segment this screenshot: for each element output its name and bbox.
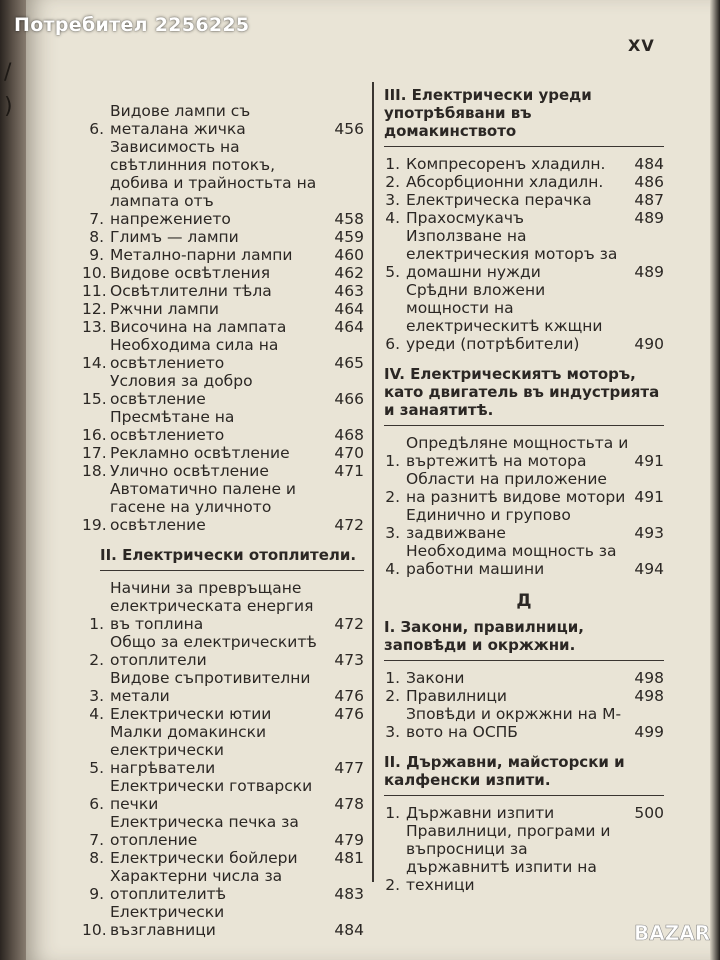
section-entry-list bbox=[384, 155, 664, 353]
toc-entry-number: 13. bbox=[82, 318, 107, 336]
toc-entry-number: 2. bbox=[385, 876, 400, 894]
toc-entry-page: 490 bbox=[634, 335, 664, 353]
toc-entry bbox=[82, 849, 364, 867]
page-number: XV bbox=[628, 36, 655, 55]
section-title: IV. Електрическиятъ моторъ, като двигатель въ индустрията и занаятитѣ. bbox=[384, 365, 664, 426]
toc-entry-number: 6. bbox=[385, 335, 400, 353]
toc-entry-page: 484 bbox=[634, 155, 664, 173]
toc-entry-title: Видове лампи съ металана жичка bbox=[110, 102, 251, 138]
toc-entry-page: 459 bbox=[334, 228, 364, 246]
book-spine bbox=[0, 0, 28, 960]
section-entry-list bbox=[384, 434, 664, 578]
toc-entry bbox=[82, 777, 364, 813]
toc-entry-number: 19. bbox=[82, 516, 107, 534]
toc-entry-number: 3. bbox=[385, 191, 400, 209]
toc-entry-page: 476 bbox=[334, 705, 364, 723]
toc-entry-number: 8. bbox=[89, 228, 104, 246]
toc-entry-title: Електрическа перачка bbox=[406, 191, 592, 209]
watermark-user: Потребител 2256225 bbox=[14, 14, 250, 36]
toc-entry-title: Електрически възглавници bbox=[110, 903, 225, 939]
toc-entry-number: 12. bbox=[82, 300, 107, 318]
toc-entry bbox=[82, 138, 364, 228]
toc-entry-title: Начини за превръщане електрическата енергия въ топлина bbox=[110, 579, 314, 633]
toc-entry-title: Зависимость на свѣтлинния потокъ, добива и трайностьта на лампата отъ напрежението bbox=[110, 138, 317, 228]
toc-entry-number: 5. bbox=[89, 759, 104, 777]
toc-entry bbox=[384, 705, 664, 741]
toc-entry-title: Малки домакински електрически нагрѣватели bbox=[110, 723, 267, 777]
toc-entry bbox=[82, 372, 364, 408]
page-edge bbox=[710, 0, 720, 960]
toc-entry-page: 462 bbox=[334, 264, 364, 282]
toc-entry-number: 7. bbox=[89, 831, 104, 849]
toc-entry-page: 483 bbox=[334, 885, 364, 903]
toc-entry-number: 9. bbox=[89, 246, 104, 264]
toc-entry-page: 498 bbox=[634, 687, 664, 705]
toc-entry-page: 463 bbox=[334, 282, 364, 300]
toc-entry-number: 10. bbox=[82, 921, 107, 939]
toc-entry-title: Необходима сила на освѣтлението bbox=[110, 336, 279, 372]
left-entry-list bbox=[82, 102, 364, 534]
toc-entry-title: Необходима мощность за работни машини bbox=[406, 542, 617, 578]
toc-entry-title: Рекламно освѣтление bbox=[110, 444, 290, 462]
column-divider bbox=[372, 82, 374, 882]
toc-entry bbox=[384, 281, 664, 353]
toc-entry-number: 4. bbox=[89, 705, 104, 723]
section-title: III. Електрически уреди употрѣбявани въ домакинството bbox=[384, 86, 664, 147]
toc-entry bbox=[82, 669, 364, 705]
toc-entry-number: 6. bbox=[89, 795, 104, 813]
toc-entry bbox=[82, 228, 364, 246]
toc-entry-title: Характерни числа за отоплителитѣ bbox=[110, 867, 283, 903]
toc-entry-title: Електрическа печка за отопление bbox=[110, 813, 299, 849]
toc-entry-page: 468 bbox=[334, 426, 364, 444]
toc-entry-page: 491 bbox=[634, 488, 664, 506]
toc-entry-title: Ржчни лампи bbox=[110, 300, 219, 318]
toc-entry-page: 487 bbox=[634, 191, 664, 209]
toc-entry-title: Държавни изпити bbox=[406, 804, 555, 822]
toc-entry bbox=[384, 506, 664, 542]
right-column bbox=[384, 86, 664, 894]
toc-entry-title: Улично освѣтление bbox=[110, 462, 269, 480]
toc-entry-title: Използване на електрическия моторъ за домашни нужди bbox=[406, 227, 618, 281]
toc-entry-page: 486 bbox=[634, 173, 664, 191]
toc-entry-title: Глимъ — лампи bbox=[110, 228, 239, 246]
toc-entry-number: 17. bbox=[82, 444, 107, 462]
toc-entry-number: 2. bbox=[89, 651, 104, 669]
toc-entry bbox=[82, 444, 364, 462]
toc-entry-page: 477 bbox=[334, 759, 364, 777]
toc-entry-title: Правилници bbox=[406, 687, 507, 705]
toc-entry-number: 6. bbox=[89, 120, 104, 138]
toc-entry-page: 489 bbox=[634, 263, 664, 281]
toc-entry-title: Видове съпротивителни метали bbox=[110, 669, 311, 705]
toc-entry-number: 9. bbox=[89, 885, 104, 903]
toc-entry-number: 15. bbox=[82, 390, 107, 408]
toc-entry bbox=[384, 191, 664, 209]
toc-entry-page: 466 bbox=[334, 390, 364, 408]
toc-entry bbox=[82, 246, 364, 264]
section-title: II. Електрически отоплители. bbox=[100, 546, 364, 571]
toc-entry-page: 498 bbox=[634, 669, 664, 687]
toc-entry bbox=[82, 633, 364, 669]
toc-entry-number: 1. bbox=[385, 669, 400, 687]
toc-entry-number: 3. bbox=[385, 524, 400, 542]
toc-entry-page: 476 bbox=[334, 687, 364, 705]
section-title: II. Държавни, майсторски и калфенски изпити. bbox=[384, 753, 664, 796]
toc-entry-number: 14. bbox=[82, 354, 107, 372]
toc-entry-title: Автоматично палене и гасене на уличното освѣтление bbox=[110, 480, 296, 534]
section-entry-list bbox=[384, 804, 664, 894]
toc-entry-title: Пресмѣтане на освѣтлението bbox=[110, 408, 235, 444]
toc-entry-number: 3. bbox=[385, 723, 400, 741]
toc-entry-page: 464 bbox=[334, 318, 364, 336]
toc-entry-page: 458 bbox=[334, 210, 364, 228]
toc-entry-page: 478 bbox=[334, 795, 364, 813]
toc-entry bbox=[384, 687, 664, 705]
toc-entry-number: 18. bbox=[82, 462, 107, 480]
toc-entry-page: 500 bbox=[634, 804, 664, 822]
toc-entry-title: Електрически бойлери bbox=[110, 849, 298, 867]
toc-entry-number: 5. bbox=[385, 263, 400, 281]
section-entry-list bbox=[82, 579, 364, 939]
toc-entry bbox=[82, 867, 364, 903]
toc-entry bbox=[82, 408, 364, 444]
toc-entry-title: Единично и групово задвижване bbox=[406, 506, 571, 542]
toc-entry-number: 16. bbox=[82, 426, 107, 444]
part-heading: Д bbox=[516, 591, 532, 611]
toc-entry-page: 479 bbox=[334, 831, 364, 849]
toc-entry bbox=[384, 804, 664, 822]
toc-entry bbox=[384, 470, 664, 506]
left-column bbox=[82, 102, 364, 939]
toc-entry-title: Правилници, програми и въпросници за държавнитѣ изпити на техници bbox=[406, 822, 611, 894]
toc-entry-title: Освѣтлителни тѣла bbox=[110, 282, 272, 300]
toc-entry-title: Електрически ютии bbox=[110, 705, 272, 723]
toc-entry-page: 494 bbox=[634, 560, 664, 578]
toc-entry-number: 2. bbox=[385, 173, 400, 191]
toc-entry-number: 2. bbox=[385, 488, 400, 506]
spine-mark-icon: / bbox=[4, 60, 12, 85]
toc-entry bbox=[82, 336, 364, 372]
toc-entry-number: 8. bbox=[89, 849, 104, 867]
toc-entry-page: 499 bbox=[634, 723, 664, 741]
toc-entry bbox=[82, 723, 364, 777]
toc-entry bbox=[82, 480, 364, 534]
toc-entry-title: Височина на лампата bbox=[110, 318, 287, 336]
toc-entry-title: Видове освѣтления bbox=[110, 264, 271, 282]
bazar-logo bbox=[630, 914, 718, 950]
toc-entry-page: 470 bbox=[334, 444, 364, 462]
toc-entry-title: Общо за електрическитѣ отоплители bbox=[110, 633, 317, 669]
toc-entry bbox=[384, 227, 664, 281]
toc-entry bbox=[384, 155, 664, 173]
toc-entry-title: Електрически готварски печки bbox=[110, 777, 313, 813]
toc-entry-number: 1. bbox=[385, 452, 400, 470]
section-entry-list bbox=[384, 669, 664, 741]
toc-entry bbox=[82, 282, 364, 300]
toc-entry bbox=[82, 102, 364, 138]
toc-entry bbox=[384, 669, 664, 687]
toc-entry-page: 471 bbox=[334, 462, 364, 480]
toc-entry-page: 493 bbox=[634, 524, 664, 542]
toc-entry-number: 4. bbox=[385, 209, 400, 227]
toc-entry-page: 481 bbox=[334, 849, 364, 867]
toc-entry-page: 489 bbox=[634, 209, 664, 227]
toc-entry-number: 11. bbox=[82, 282, 107, 300]
toc-entry bbox=[82, 813, 364, 849]
toc-entry-number: 10. bbox=[82, 264, 107, 282]
toc-entry-title: Опредѣляне мощностьта и въртежитѣ на мотора bbox=[406, 434, 629, 470]
toc-entry-page: 472 bbox=[334, 615, 364, 633]
toc-entry-title: Области на приложение на разнитѣ видове мотори bbox=[406, 470, 626, 506]
toc-entry-title: Срѣдни вложени мощности на електрическитѣ кжщни уреди (потрѣбители) bbox=[406, 281, 603, 353]
toc-entry-page: 472 bbox=[334, 516, 364, 534]
toc-entry bbox=[82, 579, 364, 633]
toc-entry-title: Компресоренъ хладилн. bbox=[406, 155, 606, 173]
toc-entry-page: 465 bbox=[334, 354, 364, 372]
toc-entry bbox=[82, 705, 364, 723]
bazar-logo-text: BAZAR bbox=[634, 921, 711, 945]
toc-entry bbox=[384, 173, 664, 191]
toc-entry bbox=[82, 300, 364, 318]
toc-entry-number: 7. bbox=[89, 210, 104, 228]
toc-entry-page: 464 bbox=[334, 300, 364, 318]
toc-entry bbox=[384, 434, 664, 470]
toc-entry-number: 1. bbox=[385, 804, 400, 822]
toc-entry-page: 460 bbox=[334, 246, 364, 264]
toc-entry-title: Абсорбционни хладилн. bbox=[406, 173, 604, 191]
toc-entry-page: 473 bbox=[334, 651, 364, 669]
toc-entry-number: 1. bbox=[89, 615, 104, 633]
toc-entry-number: 3. bbox=[89, 687, 104, 705]
toc-entry-number: 1. bbox=[385, 155, 400, 173]
section-title: I. Закони, правилници, заповѣди и окржжни. bbox=[384, 618, 664, 661]
toc-entry-title: Метално-парни лампи bbox=[110, 246, 293, 264]
toc-entry bbox=[82, 462, 364, 480]
toc-entry-title: Закони bbox=[406, 669, 465, 687]
toc-entry bbox=[82, 264, 364, 282]
toc-entry bbox=[384, 822, 664, 894]
toc-entry-title: Прахосмукачъ bbox=[406, 209, 525, 227]
toc-entry-number: 2. bbox=[385, 687, 400, 705]
toc-entry bbox=[384, 542, 664, 578]
toc-entry-number: 4. bbox=[385, 560, 400, 578]
toc-entry-page: 456 bbox=[334, 120, 364, 138]
toc-entry bbox=[384, 209, 664, 227]
toc-entry-page: 484 bbox=[334, 921, 364, 939]
toc-entry-title: Зповѣди и окржжни на М-вото на ОСПБ bbox=[406, 705, 622, 741]
toc-entry bbox=[82, 318, 364, 336]
toc-entry-title: Условия за добро освѣтление bbox=[110, 372, 253, 408]
toc-entry-page: 491 bbox=[634, 452, 664, 470]
toc-entry bbox=[82, 903, 364, 939]
spine-mark-icon: ) bbox=[4, 94, 13, 119]
